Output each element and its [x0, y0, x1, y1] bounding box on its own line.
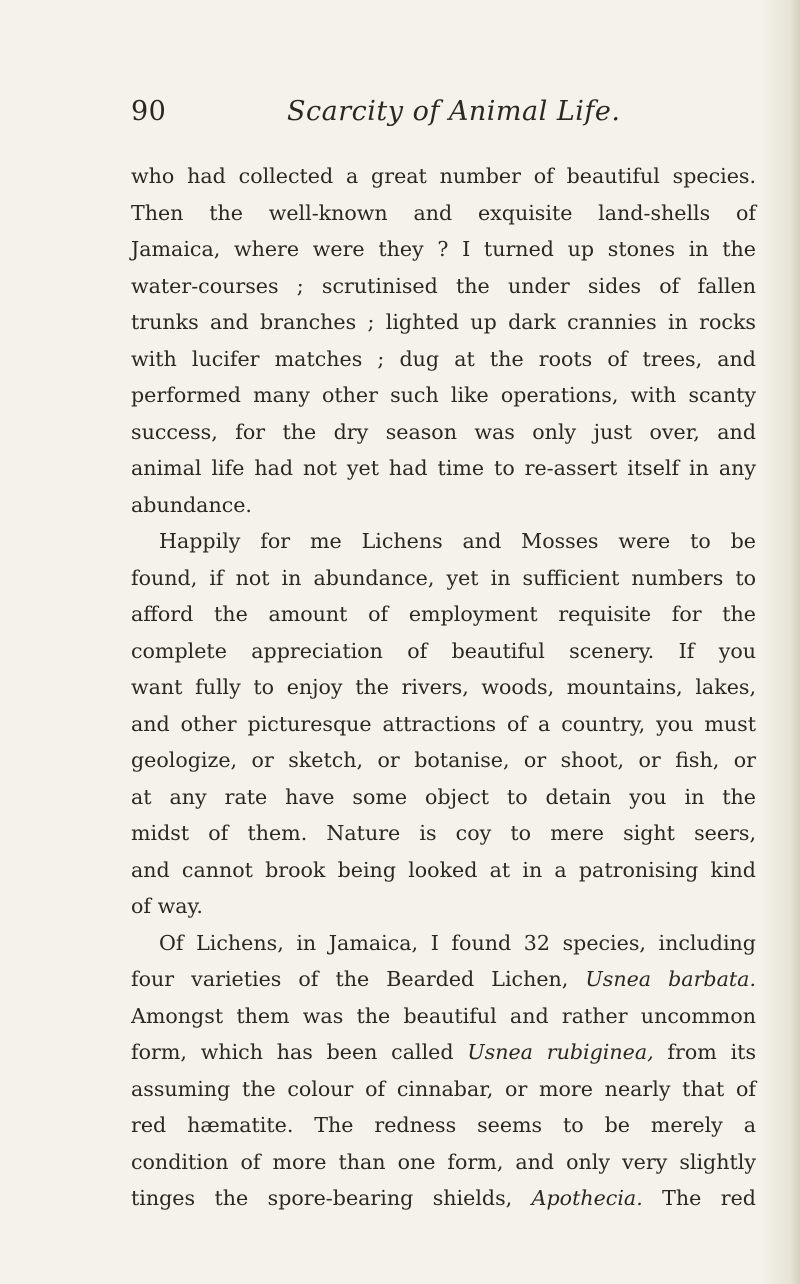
text-segment: form, which has been called — [131, 1040, 454, 1064]
text-line: found, if not in abundance, yet in sufficient numbers to — [131, 565, 756, 590]
text-line: geologize, or sketch, or botanise, or shoot, or fish, or — [131, 748, 756, 772]
text-line: Jamaica, where were they ? I turned up stones in the — [131, 237, 756, 261]
text-line: with lucifer matches ; dug at the roots of trees, and — [131, 346, 756, 371]
text-line: want fully to enjoy the rivers, woods, mountains, lakes, — [131, 675, 756, 699]
text-line: abundance. — [131, 492, 252, 517]
species-name: Usnea rubiginea, — [467, 1040, 654, 1064]
text-line: and cannot brook being looked at in a patronising kind — [131, 857, 756, 882]
text-line: trunks and branches ; lighted up dark crannies in rocks — [131, 310, 756, 334]
text-segment: tinges the spore-bearing shields, — [131, 1186, 513, 1210]
text-line: animal life had not yet had time to re-assert itself in any — [131, 456, 756, 480]
text-line: red hæmatite. The redness seems to be merely a — [131, 1113, 756, 1137]
body-text — [131, 158, 756, 1217]
term-apothecia: Apothecia. — [531, 1186, 643, 1210]
text-segment: from its — [667, 1040, 757, 1064]
text-line: midst of them. Nature is coy to mere sight seers, — [131, 821, 756, 845]
text-line — [131, 961, 756, 998]
text-segment: four varieties of the Bearded Lichen, — [131, 967, 569, 991]
text-line: complete appreciation of beautiful scenery. If you — [131, 638, 756, 663]
text-segment: The red — [662, 1186, 756, 1210]
text-line: condition of more than one form, and only very slightly — [131, 1149, 756, 1174]
text-line: who had collected a great number of beautiful species. — [131, 164, 756, 188]
text-line: of way. — [131, 894, 203, 918]
text-line: assuming the colour of cinnabar, or more nearly that of — [131, 1076, 756, 1101]
text-line: performed many other such like operations, with scanty — [131, 383, 756, 407]
species-name: Usnea barbata. — [585, 967, 756, 991]
text-line: afford the amount of employment requisite for the — [131, 602, 756, 626]
text-line — [131, 1034, 756, 1071]
text-line: Amongst them was the beautiful and rather uncommon — [131, 1003, 756, 1028]
text-line: water-courses ; scrutinised the under sides of fallen — [131, 273, 756, 298]
text-line — [131, 1180, 756, 1217]
text-line: Then the well-known and exquisite land-shells of — [131, 200, 756, 225]
running-title: Scarcity of Animal Life. — [287, 96, 621, 127]
text-line: success, for the dry season was only just over, and — [131, 419, 756, 444]
text-line: Happily for me Lichens and Mosses were to be — [159, 529, 756, 553]
text-line: at any rate have some object to detain you in the — [131, 784, 756, 809]
text-line: Of Lichens, in Jamaica, I found 32 species, including — [159, 930, 756, 955]
page-number: 90 — [131, 96, 167, 127]
text-line: and other picturesque attractions of a country, you must — [131, 711, 756, 736]
running-head — [131, 96, 771, 136]
